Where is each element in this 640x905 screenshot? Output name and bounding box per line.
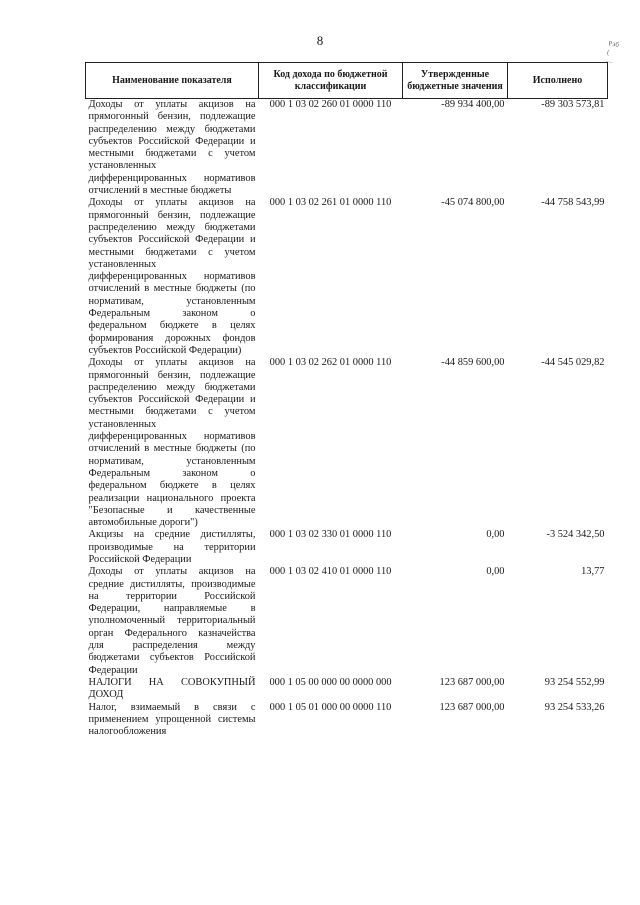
table-row xyxy=(86,99,608,198)
row-approved: 123 687 000,00 xyxy=(439,701,505,713)
row-code: 000 1 05 01 000 00 0000 110 xyxy=(269,701,392,713)
table-row xyxy=(86,566,608,677)
row-name: Доходы от уплаты акцизов на прямогонный бензин, подлежащие распределению между бюджетами субъектов Российской Федерации и местными бюджетами с учетом установленных дифференцированных нормативов отчислений в местные бюджеты xyxy=(88,99,256,197)
row-name: Налог, взимаемый в связи с применением упрощенной системы налогообложения xyxy=(88,701,256,738)
row-executed: 93 254 533,26 xyxy=(544,701,605,713)
table-row xyxy=(86,702,608,739)
table-row xyxy=(86,677,608,702)
row-code: 000 1 03 02 260 01 0000 110 xyxy=(269,99,392,110)
row-code: 000 1 03 02 410 01 0000 110 xyxy=(269,566,392,578)
row-executed: -89 303 573,81 xyxy=(541,99,605,110)
margin-handwritten-mark: Рэб ( — xyxy=(605,39,620,67)
row-approved: -44 859 600,00 xyxy=(441,357,505,369)
row-approved: -45 074 800,00 xyxy=(441,197,505,209)
table-row xyxy=(86,529,608,566)
header-executed: Исполнено xyxy=(508,63,608,99)
header-name: Наименование показателя xyxy=(86,63,259,99)
table-row xyxy=(86,357,608,529)
row-name: Доходы от уплаты акцизов на прямогонный бензин, подлежащие распределению между бюджетами субъектов Российской Федерации и местными бюджетами с учетом установленных дифференцированных нормативов отчислений в местные бюджеты (по нормативам, установленным Федеральным законом о федеральном бюджете в целях формирования дорожных фондов субъектов Российской Федерации) xyxy=(88,197,256,356)
row-name: Доходы от уплаты акцизов на прямогонный бензин, подлежащие распределению между бюджетами субъектов Российской Федерации и местными бюджетами с учетом установленных дифференцированных нормативов отчислений в местные бюджеты (по нормативам, установленным Федеральным законом о федеральном бюджете в целях реализации национального проекта "Безопасные и качественные автомобильные дороги") xyxy=(88,357,256,529)
budget-execution-table xyxy=(85,62,608,738)
row-executed: 13,77 xyxy=(581,566,605,578)
row-approved: 0,00 xyxy=(486,566,505,578)
row-executed: -44 758 543,99 xyxy=(541,197,605,209)
row-code: 000 1 03 02 262 01 0000 110 xyxy=(269,357,392,369)
row-executed: 93 254 552,99 xyxy=(544,676,605,688)
table-row xyxy=(86,197,608,357)
row-executed: -44 545 029,82 xyxy=(541,357,605,369)
row-executed: -3 524 342,50 xyxy=(546,529,605,541)
page-number: 8 xyxy=(316,33,324,48)
header-code: Код дохода по бюджетной классификации xyxy=(259,63,403,99)
row-name: Акцизы на средние дистилляты, производимые на территории Российской Федерации xyxy=(88,529,256,565)
row-code: 000 1 03 02 261 01 0000 110 xyxy=(269,197,392,209)
row-code: 000 1 03 02 330 01 0000 110 xyxy=(269,529,392,541)
table-header-row xyxy=(86,63,608,99)
row-name: НАЛОГИ НА СОВОКУПНЫЙ ДОХОД xyxy=(88,676,256,701)
row-approved: 123 687 000,00 xyxy=(439,676,505,688)
row-code: 000 1 05 00 000 00 0000 000 xyxy=(269,676,392,688)
row-name: Доходы от уплаты акцизов на средние дистилляты, производимые на территории Российской Федерации, направляемые в уполномоченный территориальный орган Федерального казначейства для распределения между бюджетами субъектов Российской Федерации xyxy=(88,566,256,676)
row-approved: -89 934 400,00 xyxy=(441,99,505,110)
header-approved: Утвержденные бюджетные значения xyxy=(403,63,508,99)
row-approved: 0,00 xyxy=(486,529,505,541)
